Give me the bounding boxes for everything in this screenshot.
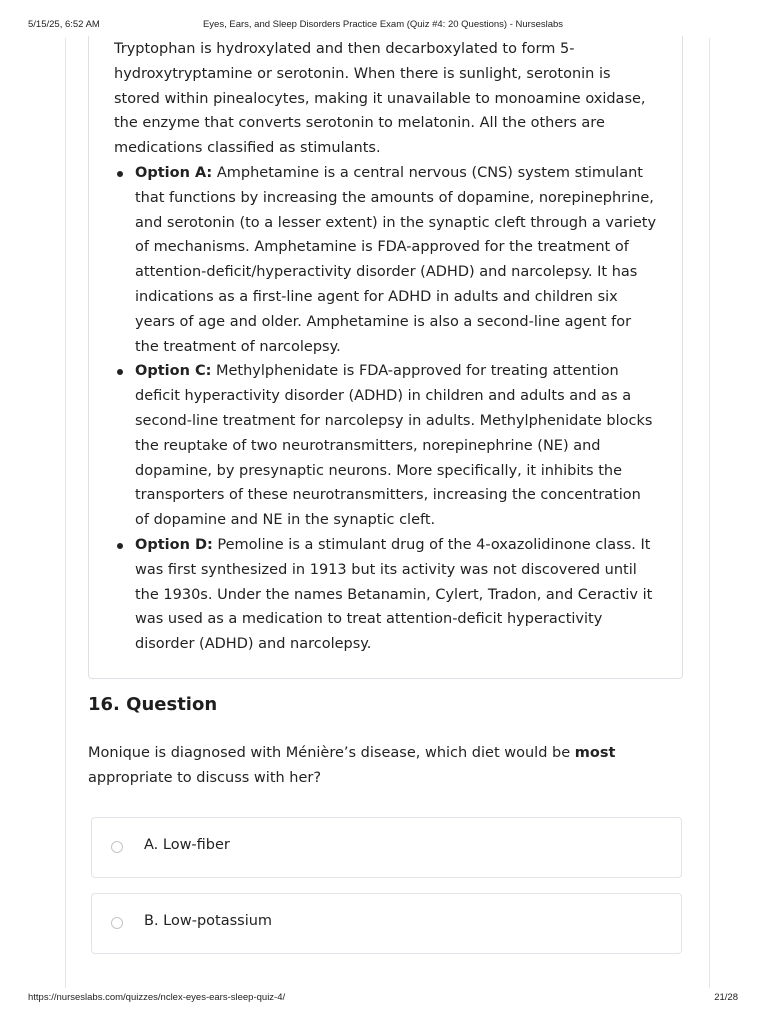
content-border-left bbox=[65, 38, 66, 988]
answer-option-a[interactable] bbox=[91, 817, 682, 878]
explanation-options-list bbox=[114, 161, 659, 657]
radio-button-b[interactable] bbox=[111, 917, 123, 929]
explanation-option-d bbox=[114, 533, 659, 657]
answer-option-b-label: B. Low-potassium bbox=[144, 913, 273, 929]
print-header bbox=[28, 19, 738, 33]
option-a-label: Option A: bbox=[135, 164, 213, 181]
print-url: https://nurseslabs.com/quizzes/nclex-eyes-ears-sleep-quiz-4/ bbox=[28, 992, 286, 1003]
answer-option-b[interactable] bbox=[91, 893, 682, 954]
option-d-text: Pemoline is a stimulant drug of the 4-oxazolidinone class. It was first synthesized in 1913 but its activity was not discovered until the 1930s. Under the names Betanamin, Cylert, Tradon, and Ceractiv it was used as a medication to treat attention-deficit hyperactivity disorder (ADHD) and narcolepsy. bbox=[135, 536, 653, 653]
answer-option-a-label: A. Low-fiber bbox=[144, 837, 230, 853]
question-heading: 16. Question bbox=[88, 694, 218, 715]
option-c-text: Methylphenidate is FDA-approved for treating attention deficit hyperactivity disorder (ADHD) in children and adults and as a second-line treatment for narcolepsy in adults. Methylphenidate blocks the reuptake of two neurotransmitters, norepinephrine (NE) and dopamine, by presynaptic neurons. More specifically, it inhibits the transporters of these neurotransmitters, increasing the concentration of dopamine and NE in the synaptic cleft. bbox=[135, 363, 653, 529]
radio-button-a[interactable] bbox=[111, 841, 123, 853]
explanation-intro: Tryptophan is hydroxylated and then decarboxylated to form 5-hydroxytryptamine or serotonin. When there is sunlight, serotonin is stored within pinealocytes, making it unavailable to monoamine oxidase, the enzyme that converts serotonin to melatonin. All the others are medications classified as stimulants. bbox=[114, 41, 646, 157]
question-text-after: appropriate to discuss with her? bbox=[88, 770, 322, 786]
explanation-content bbox=[114, 37, 659, 657]
question-text-before: Monique is diagnosed with Ménière’s disease, which diet would be bbox=[88, 745, 575, 761]
option-a-text: Amphetamine is a central nervous (CNS) system stimulant that functions by increasing the amounts of dopamine, norepinephrine, and serotonin (to a lesser extent) in the synaptic cleft through a variety of mechanisms. Amphetamine is FDA-approved for the treatment of attention-deficit/hyperactivity disorder (ADHD) and narcolepsy. It has indications as a first-line agent for ADHD in adults and children six years of age and older. Amphetamine is also a second-line agent for the treatment of narcolepsy. bbox=[135, 164, 657, 355]
option-d-label: Option D: bbox=[135, 536, 213, 553]
content-border-right bbox=[709, 38, 710, 988]
question-text bbox=[88, 741, 648, 791]
option-c-label: Option C: bbox=[135, 363, 212, 380]
explanation-option-a bbox=[114, 161, 659, 359]
explanation-option-c bbox=[114, 359, 659, 533]
print-page-title: Eyes, Ears, and Sleep Disorders Practice Exam (Quiz #4: 20 Questions) - Nurseslabs bbox=[202, 19, 564, 30]
print-footer bbox=[28, 992, 738, 1006]
print-datetime: 5/15/25, 6:52 AM bbox=[28, 19, 100, 30]
print-page-number: 21/28 bbox=[714, 992, 738, 1003]
question-text-emphasis: most bbox=[574, 745, 616, 761]
